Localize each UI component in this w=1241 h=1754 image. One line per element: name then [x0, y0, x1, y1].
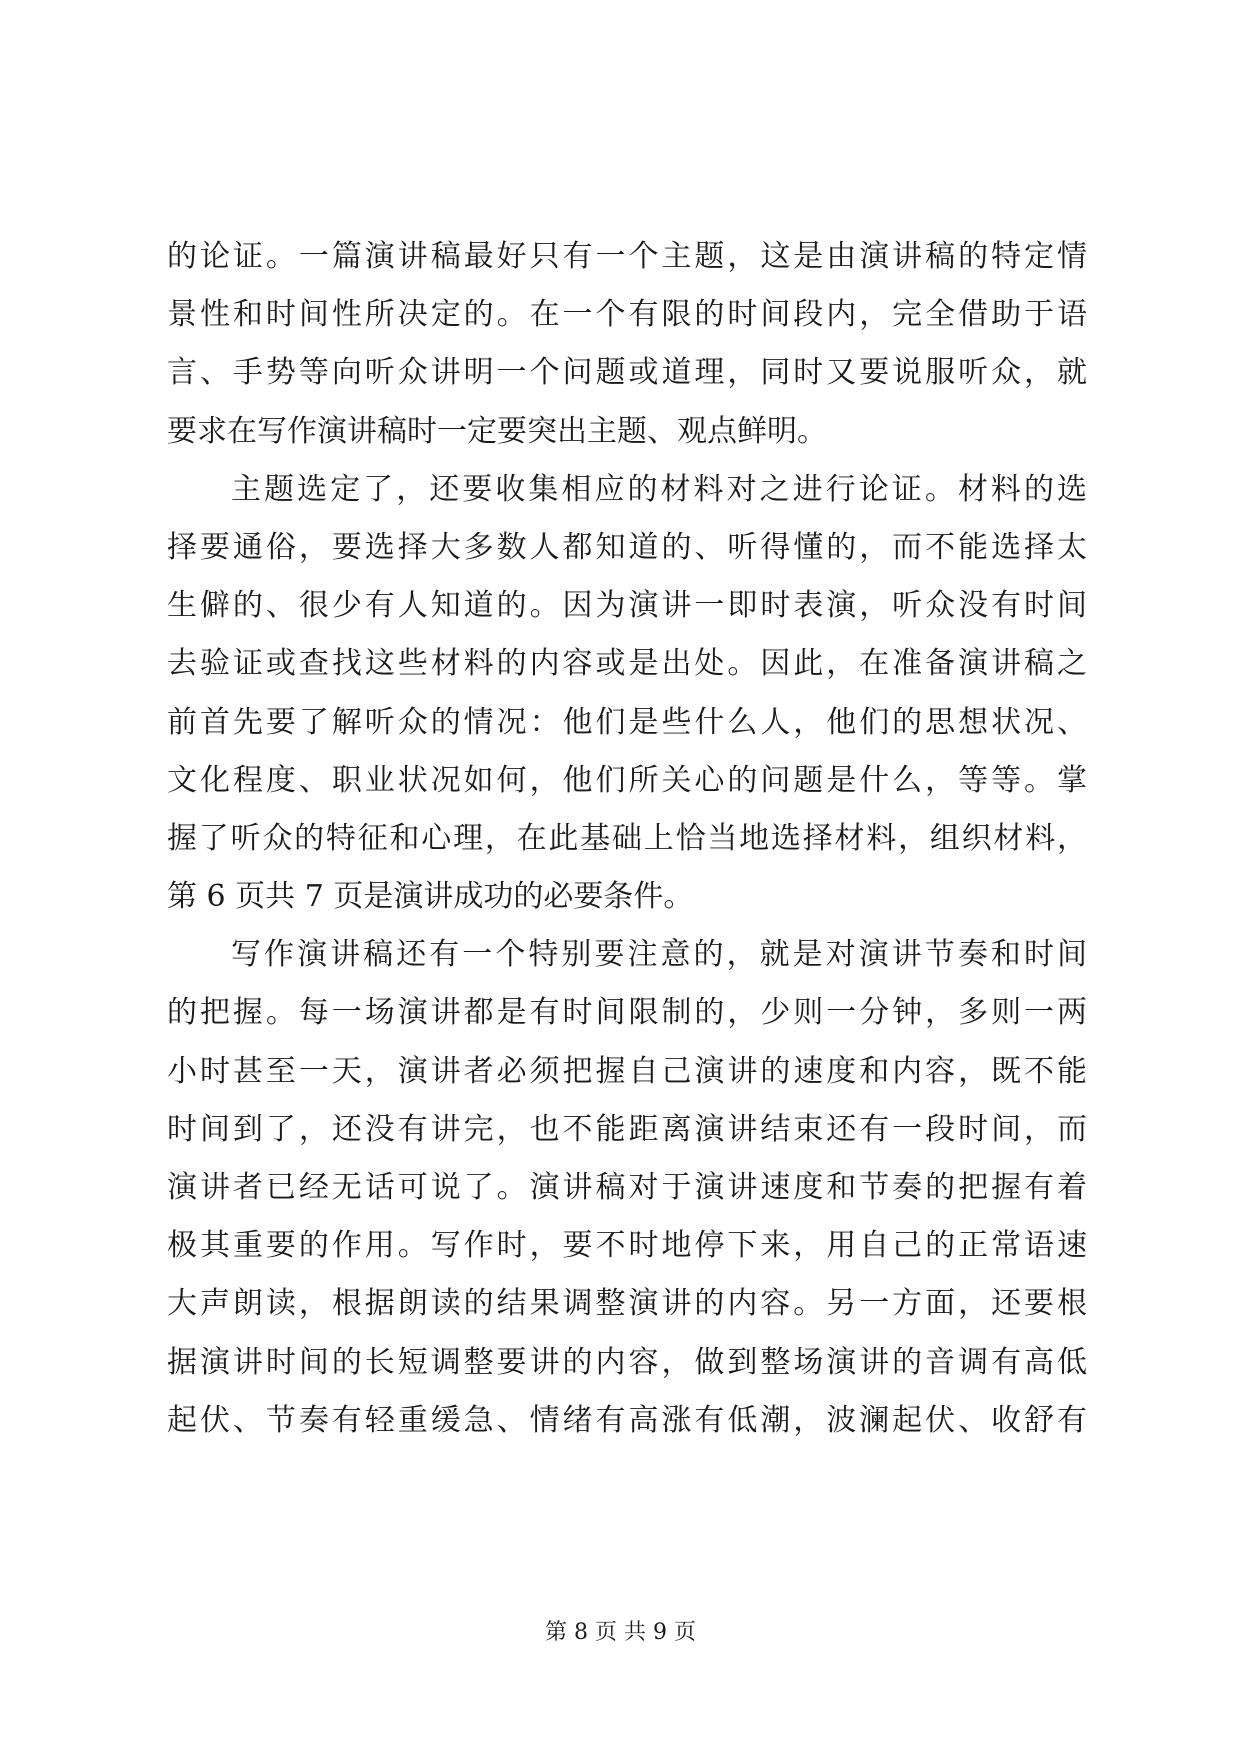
- text-line: 演讲者已经无话可说了。演讲稿对于演讲速度和节奏的把握有着: [167, 1170, 1087, 1205]
- text-line: 景性和时间性所决定的。在一个有限的时间段内，完全借助于语: [167, 297, 1087, 333]
- body-text: [167, 228, 1087, 1450]
- paragraph: [167, 926, 1087, 1450]
- text-line: 极其重要的作用。写作时，要不时地停下来，用自己的正常语速: [167, 1228, 1087, 1264]
- page-footer: 第 8 页 共 9 页: [545, 1620, 696, 1645]
- text-line: 要求在写作演讲稿时一定要突出主题、观点鲜明。: [167, 413, 827, 449]
- text-line: 写作演讲稿还有一个特别要注意的，就是对演讲节奏和时间: [231, 937, 1087, 973]
- paragraph: [167, 228, 1087, 461]
- text-line: 起伏、节奏有轻重缓急、情绪有高涨有低潮，波澜起伏、收舒有: [167, 1402, 1087, 1438]
- text-line: 生僻的、很少有人知道的。因为演讲一即时表演，听众没有时间: [167, 588, 1087, 624]
- text-line: 择要通俗，要选择大多数人都知道的、听得懂的，而不能选择太: [167, 529, 1087, 565]
- text-line: 主题选定了，还要收集相应的材料对之进行论证。材料的选: [231, 471, 1087, 507]
- paragraph: [167, 461, 1087, 927]
- text-line: 的论证。一篇演讲稿最好只有一个主题，这是由演讲稿的特定情: [167, 239, 1087, 274]
- text-line: 言、手势等向听众讲明一个问题或道理，同时又要说服听众，就: [167, 355, 1087, 391]
- text-line: 据演讲时间的长短调整要讲的内容，做到整场演讲的音调有高低: [167, 1344, 1087, 1380]
- text-line: 文化程度、职业状况如何，他们所关心的问题是什么，等等。掌: [167, 762, 1087, 798]
- text-line: 小时甚至一天，演讲者必须把握自己演讲的速度和内容，既不能: [167, 1053, 1087, 1089]
- text-line: 第 6 页共 7 页是演讲成功的必要条件。: [167, 879, 694, 915]
- text-line: 前首先要了解听众的情况：他们是些什么人，他们的思想状况、: [167, 704, 1087, 740]
- text-line: 的把握。每一场演讲都是有时间限制的，少则一分钟，多则一两: [167, 995, 1087, 1031]
- text-line: 去验证或查找这些材料的内容或是出处。因此，在准备演讲稿之: [167, 646, 1087, 682]
- text-line: 时间到了，还没有讲完，也不能距离演讲结束还有一段时间，而: [167, 1111, 1087, 1147]
- text-line: 大声朗读，根据朗读的结果调整演讲的内容。另一方面，还要根: [167, 1286, 1087, 1322]
- text-line: 握了听众的特征和心理，在此基础上恰当地选择材料，组织材料，: [167, 820, 1087, 856]
